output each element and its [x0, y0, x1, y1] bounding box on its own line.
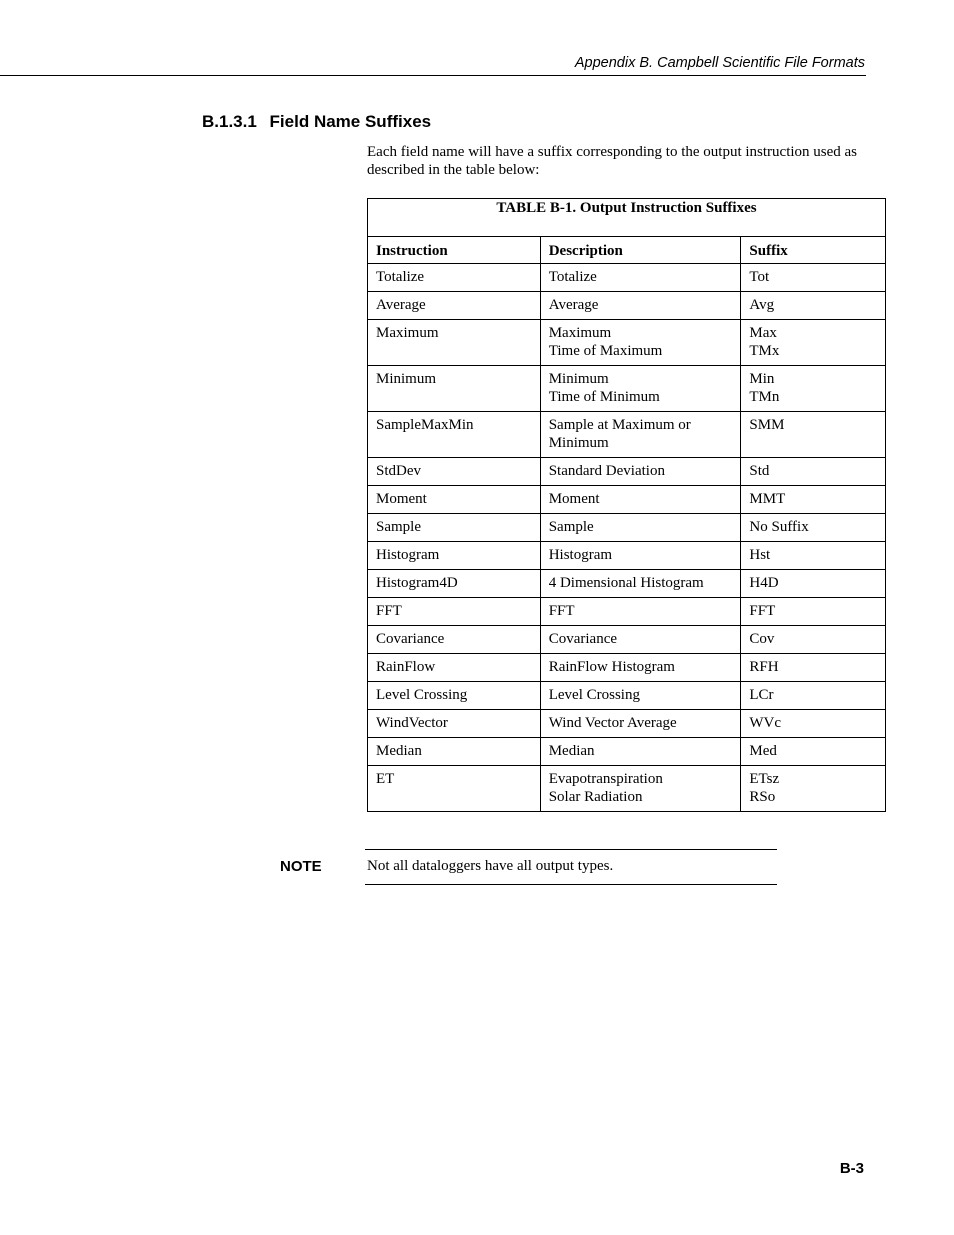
suffix-line: Med [749, 743, 777, 759]
suffix-line: ETsz [749, 771, 780, 787]
description-line: Sample at Maximum or [548, 417, 691, 433]
column-header-suffix: Suffix [741, 237, 886, 264]
suffix-line: Min [749, 371, 775, 387]
cell-suffix [741, 598, 886, 626]
cell-instruction: Maximum [368, 320, 541, 366]
suffix-line: No Suffix [749, 519, 809, 535]
cell-suffix [741, 710, 886, 738]
cell-instruction: Totalize [368, 264, 541, 292]
table-body [368, 264, 886, 812]
suffix-line: RSo [749, 789, 776, 805]
description-line: Covariance [548, 631, 618, 647]
table-row [368, 486, 886, 514]
cell-suffix [741, 570, 886, 598]
cell-suffix [741, 320, 886, 366]
cell-description [540, 486, 741, 514]
cell-description [540, 570, 741, 598]
suffix-line: TMx [749, 343, 780, 359]
cell-instruction: RainFlow [368, 654, 541, 682]
cell-description [540, 412, 741, 458]
cell-instruction: Histogram [368, 542, 541, 570]
suffix-line: Avg [749, 297, 775, 313]
cell-description [540, 292, 741, 320]
cell-instruction: SampleMaxMin [368, 412, 541, 458]
table-caption: TABLE B-1. Output Instruction Suffixes [367, 198, 886, 236]
description-line: Standard Deviation [548, 463, 665, 479]
cell-suffix [741, 366, 886, 412]
cell-suffix [741, 738, 886, 766]
cell-suffix [741, 458, 886, 486]
column-header-instruction: Instruction [368, 237, 541, 264]
table-row [368, 654, 886, 682]
table-row [368, 598, 886, 626]
cell-instruction: StdDev [368, 458, 541, 486]
cell-instruction: ET [368, 766, 541, 812]
cell-description [540, 514, 741, 542]
cell-suffix [741, 682, 886, 710]
section-number: B.1.3.1 [202, 112, 257, 131]
description-line: Totalize [548, 269, 597, 285]
cell-suffix [741, 542, 886, 570]
cell-instruction: Sample [368, 514, 541, 542]
description-line: Moment [548, 491, 600, 507]
description-line: Level Crossing [548, 687, 640, 703]
note-text: Not all dataloggers have all output types. [367, 858, 614, 874]
cell-description [540, 320, 741, 366]
running-header-title: Appendix B. Campbell Scientific File Formats [574, 55, 865, 71]
table-row [368, 570, 886, 598]
cell-suffix [741, 514, 886, 542]
cell-suffix [741, 766, 886, 812]
running-header [0, 55, 866, 76]
description-line: Sample [548, 519, 594, 535]
table-row [368, 458, 886, 486]
page-number: B-3 [839, 1160, 864, 1177]
output-instruction-suffixes-table [367, 198, 886, 812]
table-row [368, 626, 886, 654]
cell-instruction: Level Crossing [368, 682, 541, 710]
description-line: Histogram [548, 547, 613, 563]
suffix-line: LCr [749, 687, 774, 703]
note-box [365, 849, 777, 885]
table-row [368, 412, 886, 458]
note-label: NOTE [280, 858, 322, 875]
description-line: Minimum [548, 435, 609, 451]
description-line: Median [548, 743, 595, 759]
description-line: Average [548, 297, 599, 313]
suffix-line: Max [749, 325, 777, 341]
table-header-row [368, 237, 886, 264]
description-line: Minimum [548, 371, 609, 387]
description-line: 4 Dimensional Histogram [548, 575, 704, 591]
cell-description [540, 682, 741, 710]
cell-description [540, 264, 741, 292]
cell-description [540, 654, 741, 682]
table-row [368, 738, 886, 766]
cell-suffix [741, 654, 886, 682]
suffix-line: TMn [749, 389, 780, 405]
suffix-line: WVc [749, 715, 782, 731]
cell-description [540, 542, 741, 570]
cell-instruction: Minimum [368, 366, 541, 412]
table-row [368, 292, 886, 320]
cell-suffix [741, 486, 886, 514]
cell-instruction: Moment [368, 486, 541, 514]
cell-description [540, 598, 741, 626]
suffix-line: RFH [749, 659, 779, 675]
cell-instruction: Median [368, 738, 541, 766]
intro-paragraph: Each field name will have a suffix corresponding to the output instruction used as described in the table below: [367, 144, 858, 178]
suffix-line: Hst [749, 547, 771, 563]
description-line: Wind Vector Average [548, 715, 677, 731]
cell-description [540, 766, 741, 812]
table-row [368, 514, 886, 542]
table-row [368, 264, 886, 292]
description-line: Time of Maximum [548, 343, 663, 359]
table-row [368, 766, 886, 812]
table-row [368, 710, 886, 738]
section-title: Field Name Suffixes [269, 112, 432, 131]
cell-suffix [741, 412, 886, 458]
cell-description [540, 366, 741, 412]
table-row [368, 682, 886, 710]
section-heading [202, 112, 431, 132]
table-row [368, 542, 886, 570]
cell-description [540, 710, 741, 738]
cell-instruction: WindVector [368, 710, 541, 738]
suffix-line: Tot [749, 269, 770, 285]
table-row [368, 366, 886, 412]
description-line: Solar Radiation [548, 789, 643, 805]
cell-instruction: Covariance [368, 626, 541, 654]
cell-suffix [741, 292, 886, 320]
cell-instruction: Average [368, 292, 541, 320]
description-line: Time of Minimum [548, 389, 660, 405]
cell-suffix [741, 626, 886, 654]
cell-description [540, 458, 741, 486]
suffix-line: H4D [749, 575, 779, 591]
cell-description [540, 738, 741, 766]
table-row [368, 320, 886, 366]
suffix-line: Cov [749, 631, 775, 647]
cell-instruction: Histogram4D [368, 570, 541, 598]
description-line: Maximum [548, 325, 612, 341]
cell-description [540, 626, 741, 654]
cell-instruction: FFT [368, 598, 541, 626]
suffix-line: SMM [749, 417, 785, 433]
description-line: Evapotranspiration [548, 771, 663, 787]
suffix-line: FFT [749, 603, 776, 619]
description-line: RainFlow Histogram [548, 659, 675, 675]
suffix-line: MMT [749, 491, 786, 507]
description-line: FFT [548, 603, 575, 619]
suffix-line: Std [749, 463, 770, 479]
column-header-description: Description [540, 237, 741, 264]
cell-suffix [741, 264, 886, 292]
